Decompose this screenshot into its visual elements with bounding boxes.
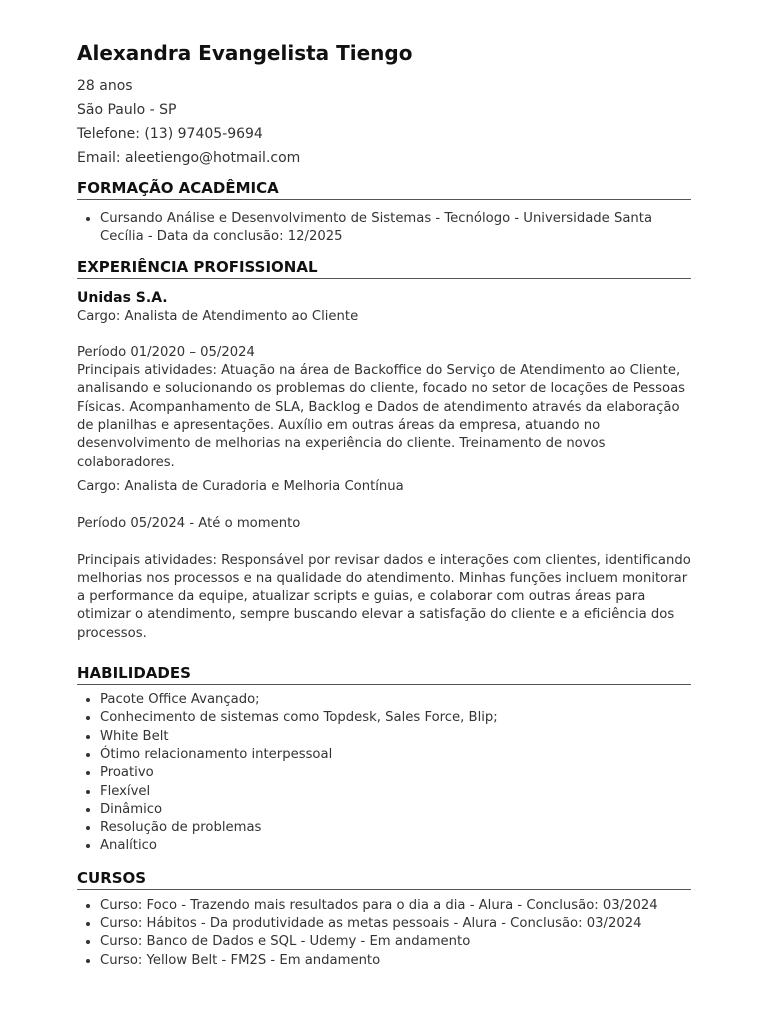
candidate-email: Email: aleetiengo@hotmail.com bbox=[77, 150, 301, 166]
course-item: • Curso: Hábitos - Da produtividade as metas pessoais - Alura - Conclusão: 03/2024 bbox=[100, 915, 691, 933]
education-list bbox=[77, 210, 691, 247]
course-item: • Curso: Yellow Belt - FM2S - Em andamento bbox=[100, 952, 691, 970]
skill-item: • Dinâmico bbox=[100, 801, 691, 819]
candidate-age: 28 anos bbox=[77, 78, 133, 94]
skill-item: • Flexível bbox=[100, 783, 691, 801]
candidate-phone: Telefone: (13) 97405-9694 bbox=[77, 126, 263, 142]
skill-item: • Conhecimento de sistemas como Topdesk, Sales Force, Blip; bbox=[100, 709, 691, 727]
education-section-title: FORMAÇÃO ACADÊMICA bbox=[77, 178, 691, 200]
activities-1: Principais atividades: Atuação na área de Backoffice do Serviço de Atendimento ao Cliente, analisando e solucionando os problemas do cliente, focado no setor de locações de Pessoas Físicas. Acompanhamento de SLA, Backlog e Dados de atendimento através da elaboração de planilhas e apresentações. Auxílio em outras áreas da empresa, atuando no desenvolvimento de melhorias na experiência do cliente. Treinamento de novos colaboradores. bbox=[77, 363, 686, 470]
course-item: • Curso: Foco - Trazendo mais resultados para o dia a dia - Alura - Conclusão: 03/2024 bbox=[100, 897, 691, 915]
role-2: Cargo: Analista de Curadoria e Melhoria Contínua bbox=[77, 478, 404, 494]
education-item: • Cursando Análise e Desenvolvimento de Sistemas - Tecnólogo - Universidade Santa Cecília - Data da conclusão: 12/2025 bbox=[100, 210, 691, 247]
resume-document bbox=[77, 40, 691, 970]
courses-section-title: CURSOS bbox=[77, 868, 691, 890]
skill-item: • Proativo bbox=[100, 764, 691, 782]
candidate-location: São Paulo - SP bbox=[77, 102, 177, 118]
candidate-name: Alexandra Evangelista Tiengo bbox=[77, 41, 413, 65]
skill-item: • Pacote Office Avançado; bbox=[100, 691, 691, 709]
skill-item: • Analítico bbox=[100, 837, 691, 855]
experience-section-title: EXPERIÊNCIA PROFISSIONAL bbox=[77, 257, 691, 279]
period-2: Período 05/2024 - Até o momento bbox=[77, 516, 301, 532]
company-name: Unidas S.A. bbox=[77, 289, 168, 306]
skill-item: • Resolução de problemas bbox=[100, 819, 691, 837]
skills-section-title: HABILIDADES bbox=[77, 663, 691, 685]
skill-item: • White Belt bbox=[100, 728, 691, 746]
skills-list bbox=[77, 691, 691, 856]
skill-item: • Ótimo relacionamento interpessoal bbox=[100, 746, 691, 764]
period-1: Período 01/2020 – 05/2024 bbox=[77, 344, 255, 360]
role-1: Cargo: Analista de Atendimento ao Cliente bbox=[77, 308, 359, 324]
course-item: • Curso: Banco de Dados e SQL - Udemy - Em andamento bbox=[100, 933, 691, 951]
courses-list bbox=[77, 897, 691, 970]
activities-2: Principais atividades: Responsável por revisar dados e interações com clientes, identificando melhorias nos processos e na qualidade do atendimento. Minhas funções incluem monitorar a performance da equipe, atualizar scripts e guias, e colaborar com outras áreas para otimizar o atendimento, sempre buscando elevar a satisfação do cliente e a eficiência dos processos. bbox=[77, 552, 691, 641]
